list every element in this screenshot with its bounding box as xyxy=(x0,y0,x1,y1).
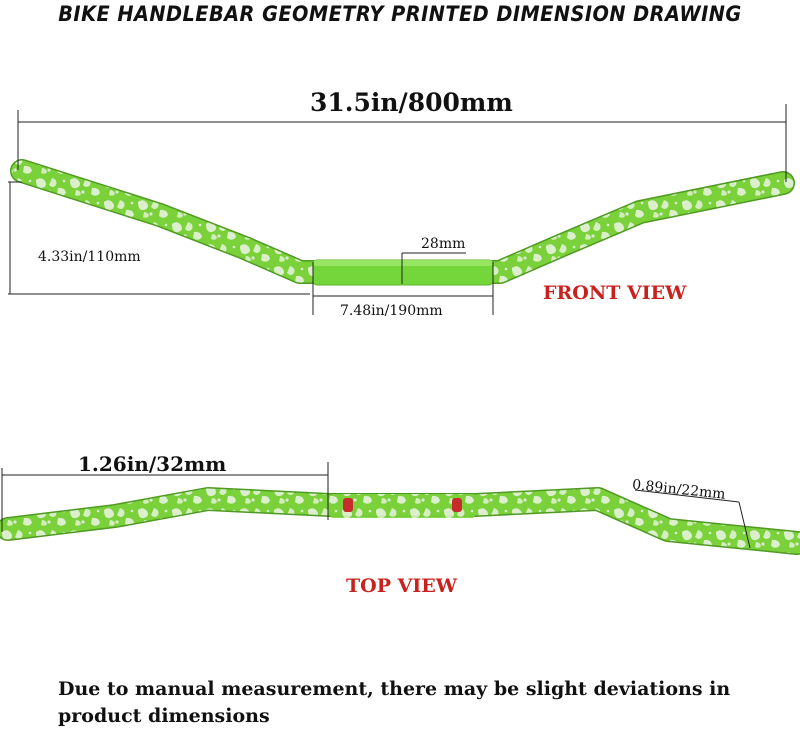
page-title: BIKE HANDLEBAR GEOMETRY PRINTED DIMENSION DRAWING xyxy=(58,2,742,26)
front-center-width-label: 7.48in/190mm xyxy=(340,303,443,319)
front-rise-label: 4.33in/110mm xyxy=(38,249,141,265)
front-width-label: 31.5in/800mm xyxy=(310,88,513,117)
top-view-handlebar xyxy=(8,494,797,543)
top-view-label: TOP VIEW xyxy=(346,575,458,597)
front-view-label: FRONT VIEW xyxy=(543,282,687,304)
front-clamp-diameter-label: 28mm xyxy=(421,236,466,252)
front-rise-dimension xyxy=(8,182,310,294)
top-sweep-label: 1.26in/32mm xyxy=(78,452,227,476)
measurement-note: Due to manual measurement, there may be slight deviations in product dimensions xyxy=(58,678,731,727)
top-grip-diameter-label: 0.89in/22mm xyxy=(631,477,727,503)
